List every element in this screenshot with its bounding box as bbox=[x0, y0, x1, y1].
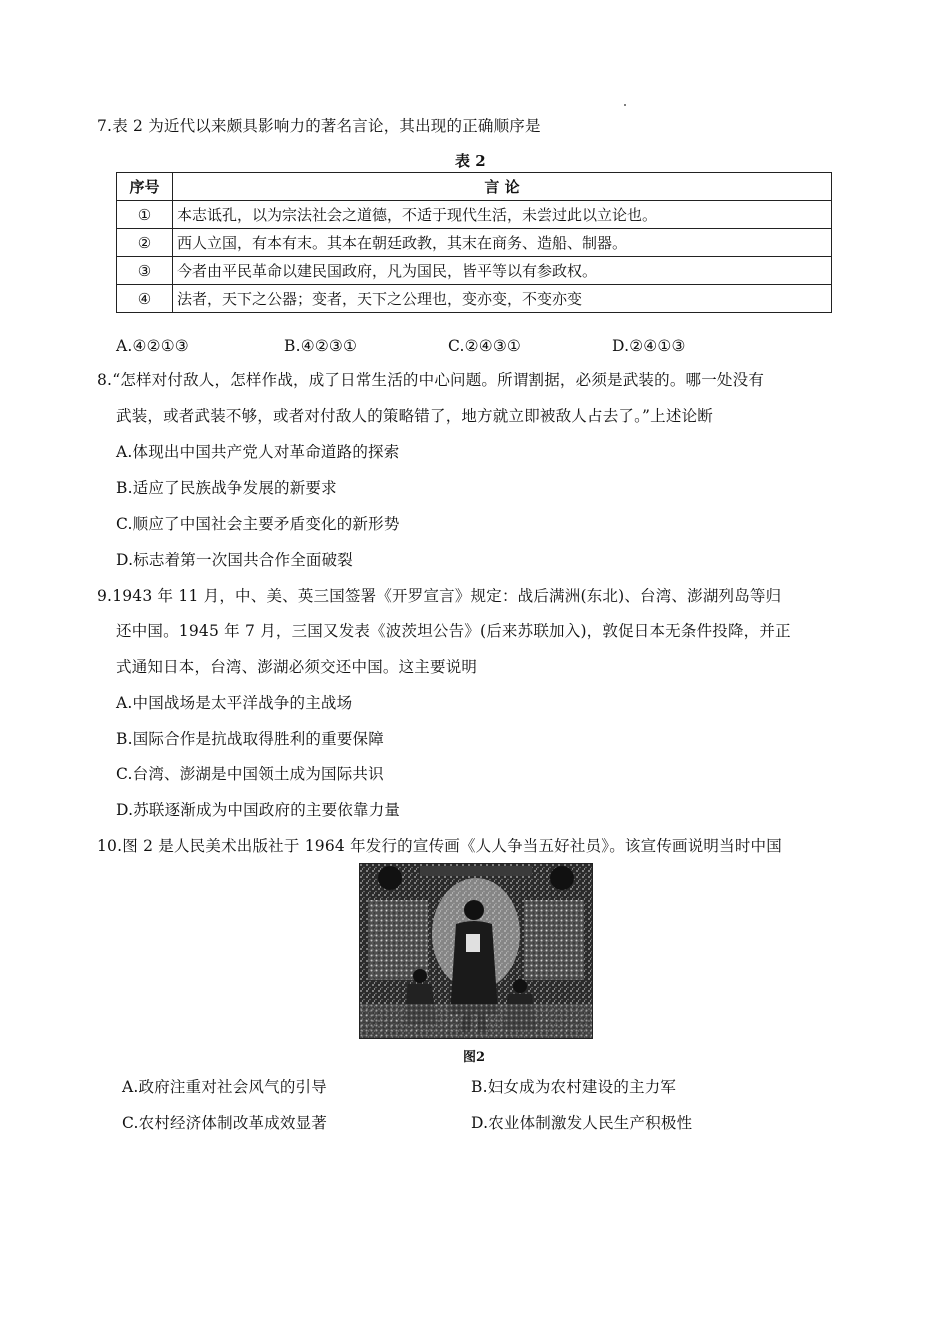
scan-speck bbox=[624, 104, 626, 106]
q9-option-d[interactable]: D.苏联逐渐成为中国政府的主要依靠力量 bbox=[116, 801, 401, 819]
header-index: 序号 bbox=[117, 173, 173, 201]
q8-option-b[interactable]: B.适应了民族战争发展的新要求 bbox=[116, 479, 337, 497]
q9-stem-line-1: 9.1943 年 11 月，中、美、英三国签署《开罗宣言》规定：战后满洲(东北)、台湾、澎湖列岛等归 bbox=[97, 587, 782, 605]
q7-stem: 7.表 2 为近代以来颇具影响力的著名言论，其出现的正确顺序是 bbox=[97, 117, 541, 135]
row-quote: 法者，天下之公器；变者，天下之公理也，变亦变，不变亦变 bbox=[173, 285, 832, 313]
q7-option-d[interactable]: D.②④①③ bbox=[612, 337, 686, 355]
q9-option-c[interactable]: C.台湾、澎湖是中国领土成为国际共识 bbox=[116, 765, 384, 783]
table-2 bbox=[116, 172, 832, 313]
q9-option-a[interactable]: A.中国战场是太平洋战争的主战场 bbox=[116, 694, 353, 712]
q10-stem: 10.图 2 是人民美术出版社于 1964 年发行的宣传画《人人争当五好社员》。该宣传画说明当时中国 bbox=[97, 837, 782, 855]
q8-stem-line-1: 8.“怎样对付敌人，怎样作战，成了日常生活的中心问题。所谓割据，必须是武装的。哪一处没有 bbox=[97, 371, 765, 389]
table-row bbox=[117, 229, 832, 257]
table-row bbox=[117, 285, 832, 313]
poster-illustration bbox=[360, 864, 592, 1038]
header-quote: 言 论 bbox=[173, 173, 832, 201]
row-number: ④ bbox=[117, 285, 173, 313]
table-2-caption: 表 2 bbox=[455, 152, 486, 170]
q7-option-b[interactable]: B.④②③① bbox=[284, 337, 358, 355]
figure-2-caption: 图2 bbox=[463, 1050, 486, 1065]
q8-option-c[interactable]: C.顺应了中国社会主要矛盾变化的新形势 bbox=[116, 515, 400, 533]
q8-stem-line-2: 武装，或者武装不够，或者对付敌人的策略错了，地方就立即被敌人占去了。”上述论断 bbox=[116, 407, 713, 425]
q10-option-a[interactable]: A.政府注重对社会风气的引导 bbox=[122, 1078, 327, 1096]
table-row bbox=[117, 201, 832, 229]
q7-option-a[interactable]: A.④②①③ bbox=[116, 337, 189, 355]
q10-option-b[interactable]: B.妇女成为农村建设的主力军 bbox=[471, 1078, 677, 1096]
q9-stem-line-3: 式通知日本，台湾、澎湖必须交还中国。这主要说明 bbox=[116, 658, 478, 676]
table-header-row bbox=[117, 173, 832, 201]
q8-option-d[interactable]: D.标志着第一次国共合作全面破裂 bbox=[116, 551, 354, 569]
q9-option-b[interactable]: B.国际合作是抗战取得胜利的重要保障 bbox=[116, 730, 384, 748]
row-quote: 本志诋孔，以为宗法社会之道德，不适于现代生活，未尝过此以立论也。 bbox=[173, 201, 832, 229]
row-number: ③ bbox=[117, 257, 173, 285]
q8-option-a[interactable]: A.体现出中国共产党人对革命道路的探索 bbox=[116, 443, 400, 461]
row-number: ① bbox=[117, 201, 173, 229]
row-quote: 西人立国，有本有末。其本在朝廷政教，其末在商务、造船、制器。 bbox=[173, 229, 832, 257]
table-row bbox=[117, 257, 832, 285]
q10-option-c[interactable]: C.农村经济体制改革成效显著 bbox=[122, 1114, 328, 1132]
row-number: ② bbox=[117, 229, 173, 257]
q10-option-d[interactable]: D.农业体制激发人民生产积极性 bbox=[471, 1114, 693, 1132]
q9-stem-line-2: 还中国。1945 年 7 月，三国又发表《波茨坦公告》(后来苏联加入)，敦促日本无条件投降，并正 bbox=[116, 622, 791, 640]
row-quote: 今者由平民革命以建民国政府，凡为国民，皆平等以有参政权。 bbox=[173, 257, 832, 285]
figure-2-propaganda-poster bbox=[359, 863, 593, 1039]
q7-option-c[interactable]: C.②④③① bbox=[448, 337, 522, 355]
